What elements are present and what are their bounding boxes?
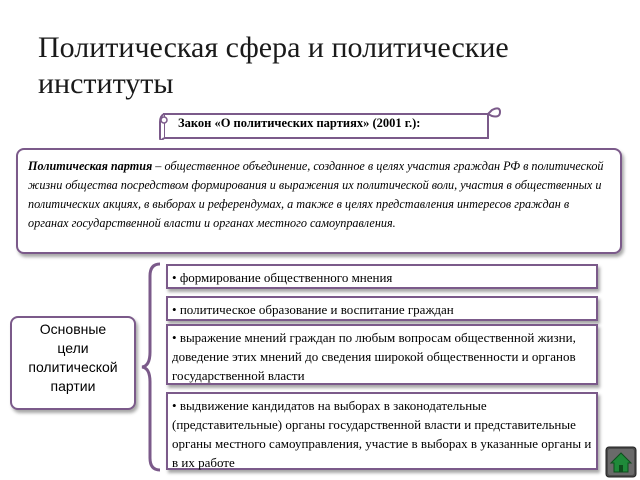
definition-box	[16, 148, 622, 254]
goal-text: выдвижение кандидатов на выборах в законодательные (представительные) органы государственной власти и представительные органы местного самоуправления, участие в выборах в указанные органы и в их работе	[172, 398, 592, 470]
law-banner-text: Закон «О политических партиях» (2001 г.):	[178, 116, 421, 130]
home-icon[interactable]	[605, 446, 637, 478]
goal-item	[166, 296, 598, 321]
goal-item	[166, 264, 598, 289]
definition-body: – общественное объединение, созданное в целях участия граждан РФ в политической жизни общества посредством формирования и выражения их политической воли, участия в общественных и политических акциях, в выборах и референдумах, а также в целях представления интересов граждан в органах государственной власти и органах местного самоуправления.	[28, 159, 604, 230]
goal-text: выражение мнений граждан по любым вопросам общественной жизни, доведение этих мнений до сведения широкой общественности и органов государственной власти	[172, 330, 576, 383]
goal-item	[166, 392, 598, 470]
definition-term: Политическая партия	[28, 159, 153, 173]
goals-label-line: политической	[28, 359, 118, 375]
goal-text: политическое образование и воспитание граждан	[176, 302, 454, 317]
bullet: •	[172, 330, 177, 345]
goals-label-box	[10, 316, 136, 410]
law-banner	[158, 104, 502, 140]
bullet: •	[172, 398, 177, 413]
goal-text: формирование общественного мнения	[176, 270, 393, 285]
curly-brace	[140, 262, 164, 472]
goal-item	[166, 324, 598, 385]
bullet: •	[172, 270, 177, 285]
goals-label-line: партии	[50, 378, 96, 394]
bullet: •	[172, 302, 177, 317]
goals-label-line: Основные	[39, 321, 107, 337]
slide-title: Политическая сфера и политические институты	[38, 31, 509, 100]
goals-label-line: цели	[57, 340, 89, 356]
